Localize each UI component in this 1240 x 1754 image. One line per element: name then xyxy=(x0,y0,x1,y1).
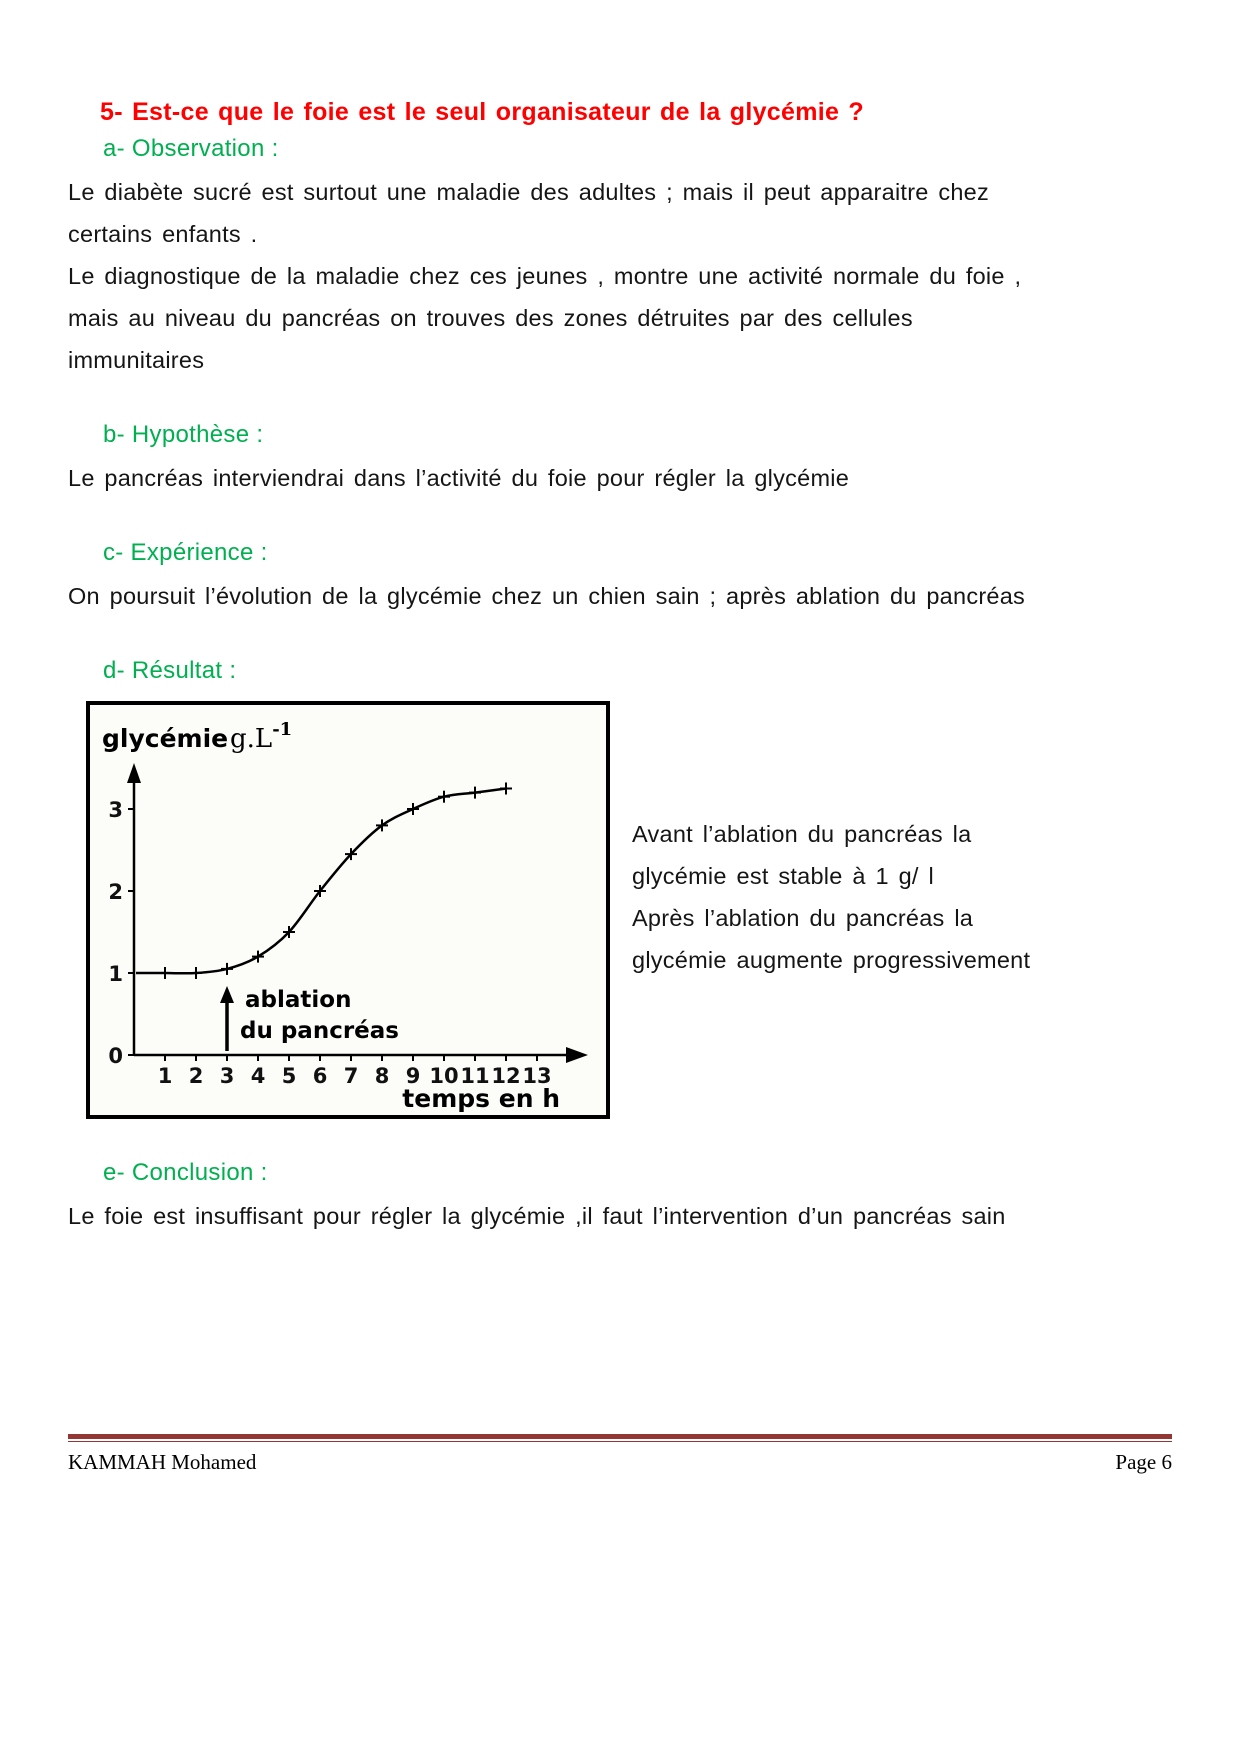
svg-text:4: 4 xyxy=(250,1064,266,1088)
svg-text:glycémie: glycémie xyxy=(102,724,229,753)
svg-text:1: 1 xyxy=(108,962,123,986)
observation-paragraph-1: Le diabète sucré est surtout une maladie des adultes ; mais il peut apparaitre chez certains enfants . xyxy=(68,179,990,247)
experience-paragraph: On poursuit l’évolution de la glycémie chez un chien sain ; après ablation du pancréas xyxy=(68,583,1026,609)
heading-conclusion: e- Conclusion : xyxy=(103,1159,268,1186)
svg-text:3: 3 xyxy=(108,798,123,822)
heading-resultat: d- Résultat : xyxy=(103,657,237,684)
heading-experience: c- Expérience : xyxy=(103,539,268,566)
svg-text:13: 13 xyxy=(522,1064,552,1088)
svg-text:5: 5 xyxy=(281,1064,297,1088)
glycemia-figure xyxy=(86,701,610,1119)
svg-text:du pancréas: du pancréas xyxy=(240,1018,399,1044)
result-note-after-ablation: Après l’ablation du pancréas la glycémie augmente progressivement xyxy=(632,905,1031,973)
observation-paragraph-2: Le diagnostique de la maladie chez ces jeunes , montre une activité normale du foie , mais au niveau du pancréas on trouves des zones détruites par des cellules immunitaires xyxy=(68,263,1022,373)
result-note-before-ablation: Avant l’ablation du pancréas la glycémie est stable à 1 g/ l xyxy=(632,821,972,889)
svg-text:2: 2 xyxy=(188,1064,204,1088)
svg-text:g.L-1: $g.L^{-1}$ xyxy=(230,719,293,754)
svg-text:0: 0 xyxy=(108,1044,123,1068)
footer-rule xyxy=(68,1434,1172,1442)
svg-text:temps en h: temps en h xyxy=(402,1084,560,1113)
svg-text:ablation: ablation xyxy=(245,987,352,1013)
svg-text:8: 8 xyxy=(374,1064,390,1088)
page-title: 5- Est-ce que le foie est le seul organisateur de la glycémie ? xyxy=(100,98,864,126)
conclusion-paragraph: Le foie est insuffisant pour régler la glycémie ,il faut l’intervention d’un pancréas sain xyxy=(68,1203,1006,1229)
hypothese-paragraph: Le pancréas interviendrai dans l’activité du foie pour régler la glycémie xyxy=(68,465,850,491)
svg-text:2: 2 xyxy=(108,880,123,904)
result-note xyxy=(632,813,1052,981)
glycemia-chart xyxy=(90,705,606,1115)
page-footer xyxy=(68,1434,1172,1475)
footer-row xyxy=(68,1450,1172,1475)
heading-hypothese: b- Hypothèse : xyxy=(103,421,264,448)
svg-text:7: 7 xyxy=(343,1064,359,1088)
svg-text:6: 6 xyxy=(312,1064,328,1088)
heading-observation: a- Observation : xyxy=(103,135,279,162)
svg-text:10: 10 xyxy=(429,1064,459,1088)
footer-page-number: Page 6 xyxy=(1115,1450,1172,1474)
footer-author: KAMMAH Mohamed xyxy=(68,1450,257,1474)
svg-text:12: 12 xyxy=(491,1064,521,1088)
result-section xyxy=(68,701,1172,1119)
svg-text:9: 9 xyxy=(405,1064,421,1088)
svg-text:3: 3 xyxy=(219,1064,235,1088)
svg-text:1: 1 xyxy=(157,1064,173,1088)
svg-text:11: 11 xyxy=(460,1064,490,1088)
